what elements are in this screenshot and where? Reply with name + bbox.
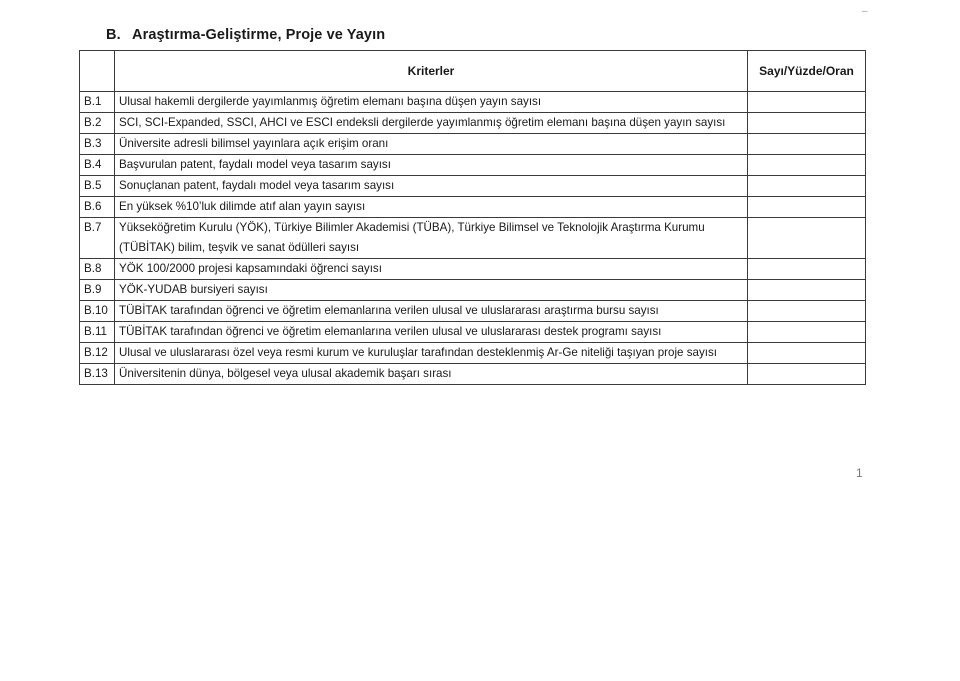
row-code: B.4 [80, 155, 115, 176]
table-row [80, 176, 866, 197]
row-code: B.1 [80, 92, 115, 113]
table-row [80, 364, 866, 385]
section-title-text: Araştırma-Geliştirme, Proje ve Yayın [132, 27, 386, 43]
row-criterion: Üniversitenin dünya, bölgesel veya ulusal akademik başarı sırası [115, 364, 748, 385]
row-value-cell[interactable] [748, 301, 866, 322]
table-row [80, 155, 866, 176]
row-value-cell[interactable] [748, 155, 866, 176]
table-row [80, 259, 866, 280]
row-criterion: Başvurulan patent, faydalı model veya tasarım sayısı [115, 155, 748, 176]
row-code: B.10 [80, 301, 115, 322]
row-code: B.9 [80, 280, 115, 301]
row-value-cell[interactable] [748, 322, 866, 343]
row-criterion: Sonuçlanan patent, faydalı model veya tasarım sayısı [115, 176, 748, 197]
row-code: B.7 [80, 218, 115, 259]
table-row [80, 301, 866, 322]
criteria-table [79, 50, 866, 385]
section-heading [106, 27, 385, 43]
row-value-cell[interactable] [748, 218, 866, 259]
row-criterion: Ulusal hakemli dergilerde yayımlanmış öğretim elemanı başına düşen yayın sayısı [115, 92, 748, 113]
row-criterion: YÖK-YUDAB bursiyeri sayısı [115, 280, 748, 301]
row-criterion: TÜBİTAK tarafından öğrenci ve öğretim elemanlarına verilen ulusal ve uluslararası destek programı sayısı [115, 322, 748, 343]
row-code: B.6 [80, 197, 115, 218]
row-code: B.11 [80, 322, 115, 343]
page-number: 1 [856, 466, 863, 480]
row-code: B.5 [80, 176, 115, 197]
table-row [80, 322, 866, 343]
row-criterion: TÜBİTAK tarafından öğrenci ve öğretim elemanlarına verilen ulusal ve uluslararası araştırma bursu sayısı [115, 301, 748, 322]
row-criterion: SCI, SCI-Expanded, SSCI, AHCI ve ESCI endeksli dergilerde yayımlanmış öğretim elemanı başına düşen yayın sayısı [115, 113, 748, 134]
corner-mark: – [862, 6, 868, 17]
header-code [80, 51, 115, 92]
table-row [80, 113, 866, 134]
section-letter: B. [106, 27, 121, 43]
header-criteria: Kriterler [115, 51, 748, 92]
row-value-cell[interactable] [748, 364, 866, 385]
row-code: B.3 [80, 134, 115, 155]
table-row [80, 92, 866, 113]
row-criterion: En yüksek %10’luk dilimde atıf alan yayın sayısı [115, 197, 748, 218]
row-value-cell[interactable] [748, 259, 866, 280]
row-criterion: Yükseköğretim Kurulu (YÖK), Türkiye Bilimler Akademisi (TÜBA), Türkiye Bilimsel ve Teknolojik Araştırma Kurumu (TÜBİTAK) bilim, teşvik ve sanat ödülleri sayısı [115, 218, 748, 259]
row-code: B.13 [80, 364, 115, 385]
row-code: B.12 [80, 343, 115, 364]
table-row [80, 218, 866, 259]
table-row [80, 197, 866, 218]
row-value-cell[interactable] [748, 343, 866, 364]
row-value-cell[interactable] [748, 280, 866, 301]
header-value: Sayı/Yüzde/Oran [748, 51, 866, 92]
row-code: B.2 [80, 113, 115, 134]
row-code: B.8 [80, 259, 115, 280]
table-row [80, 134, 866, 155]
row-value-cell[interactable] [748, 134, 866, 155]
table-header-row [80, 51, 866, 92]
table-row [80, 343, 866, 364]
row-criterion: YÖK 100/2000 projesi kapsamındaki öğrenci sayısı [115, 259, 748, 280]
row-value-cell[interactable] [748, 197, 866, 218]
row-criterion: Üniversite adresli bilimsel yayınlara açık erişim oranı [115, 134, 748, 155]
row-value-cell[interactable] [748, 113, 866, 134]
row-value-cell[interactable] [748, 92, 866, 113]
row-value-cell[interactable] [748, 176, 866, 197]
table-row [80, 280, 866, 301]
row-criterion: Ulusal ve uluslararası özel veya resmi kurum ve kuruluşlar tarafından desteklenmiş Ar-Ge niteliği taşıyan proje sayısı [115, 343, 748, 364]
